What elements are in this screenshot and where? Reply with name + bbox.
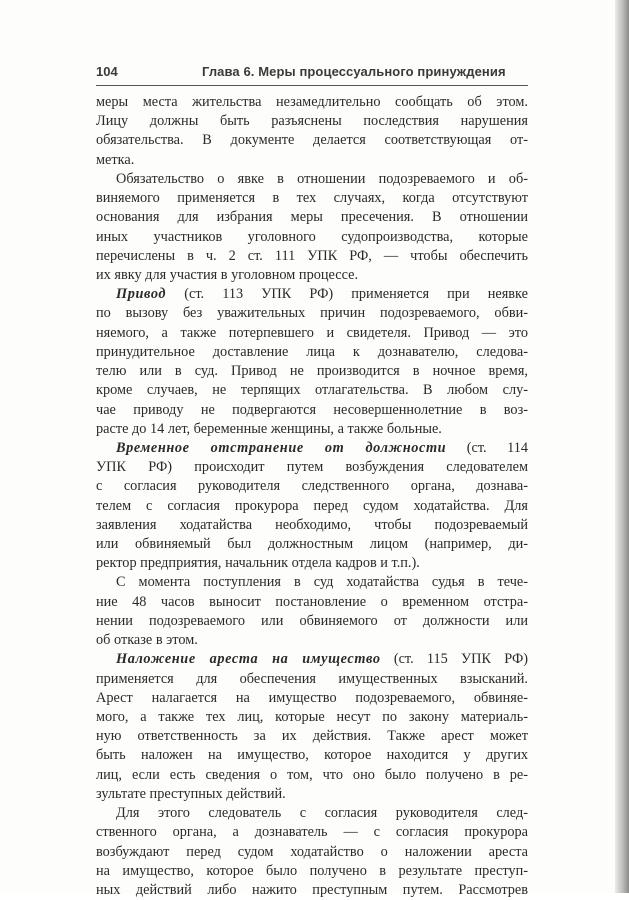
line-text: применяется для обеспечения имущественных взысканий. [96,670,528,687]
text-line [96,881,528,900]
line-text: чае приводу не подвергаются несовершеннолетние в воз- [96,401,528,418]
defined-term: Привод [116,286,167,303]
line-text: об отказе в этом. [96,632,198,649]
page-number: 104 [96,64,118,79]
line-text: ных действий либо нажито преступным путем. Рассмотрев [96,881,528,898]
line-text: или обвиняемый был должностным лицом (например, ди- [96,536,528,553]
header-rule [96,85,528,86]
text-line [96,458,528,477]
text-line [96,535,528,554]
text-line [96,766,528,785]
text-line [96,689,528,708]
text-line [96,285,528,304]
text-line [96,785,528,804]
text-line [96,554,528,573]
line-text: обязательства. В документе делается соответствующая от- [96,132,528,149]
line-text: телем с согласия прокурора перед судом ходатайства. Для [96,497,528,514]
text-line [96,266,528,285]
line-text: меры места жительства незамедлительно сообщать об этом. [96,94,528,110]
defined-term: Временное отстранение от должности [116,439,447,456]
text-line [96,343,528,362]
line-text: УПК РФ) происходит путем возбуждения следователем [96,459,528,476]
line-text: возбуждают перед судом ходатайство о наложении ареста [96,843,528,860]
text-line [96,804,528,823]
line-text: (ст. 114 [446,439,528,456]
line-text: основания для избрания меры пресечения. В отношении [96,209,528,226]
text-line [96,670,528,689]
line-text: Для этого следователь с согласия руководителя след- [116,805,528,822]
text-line [96,823,528,842]
line-text: С момента поступления в суд ходатайства судья в тече- [116,574,528,591]
text-line [96,304,528,323]
text-line [96,477,528,496]
running-head: Глава 6. Меры процессуального принуждения [202,64,506,79]
text-line [96,650,528,669]
line-text: с согласия руководителя следственного органа, дознава- [96,478,528,495]
line-text: ректор предприятия, начальник отдела кадров и т.п.). [96,555,420,572]
text-line [96,381,528,400]
text-line [96,362,528,381]
text-line [96,112,528,131]
text-line [96,746,528,765]
line-text: метка. [96,151,135,168]
line-text: иных участников уголовного судопроизводства, которые [96,228,528,245]
text-line [96,612,528,631]
page-header [96,64,528,82]
line-text: расте до 14 лет, беременные женщины, а также больные. [96,420,442,437]
text-line [96,228,528,247]
text-line [96,401,528,420]
line-text: лиц, если есть сведения о том, что оно было получено в ре- [96,766,528,783]
text-line [96,631,528,650]
line-text: няемого, а также потерпевшего и свидетеля. Привод — это [96,324,528,341]
line-text: (ст. 113 УПК РФ) применяется при неявке [166,286,528,303]
text-line [96,573,528,592]
line-text: на имущество, которое было получено в результате преступ- [96,862,528,879]
text-line [96,247,528,266]
text-line [96,593,528,612]
text-line [96,727,528,746]
text-line [96,131,528,150]
text-line [96,843,528,862]
text-line [96,93,528,112]
text-line [96,862,528,881]
line-text: виняемого применяется в тех случаях, когда отсутствуют [96,190,528,207]
line-text: ние 48 часов выносит постановление о временном отстра- [96,593,528,610]
text-line [96,439,528,458]
text-line [96,516,528,535]
text-line [96,420,528,439]
line-text: зультате преступных действий. [96,785,286,802]
text-line [96,170,528,189]
line-text: ственного органа, а дознаватель — с согласия прокурора [96,824,528,841]
line-text: перечислены в ч. 2 ст. 111 УПК РФ, — чтобы обеспечить [96,247,528,264]
text-line [96,708,528,727]
body-text [96,93,528,900]
text-line [96,324,528,343]
line-text: быть наложен на имущество, которое находится у других [96,747,528,764]
line-text: (ст. 115 УПК РФ) [380,651,528,668]
line-text: их явку для участия в уголовном процессе. [96,266,359,283]
text-line [96,151,528,170]
text-line [96,497,528,516]
line-text: заявления ходатайства необходимо, чтобы подозреваемый [96,516,528,533]
line-text: телю или в суд. Привод не производится в ночное время, [96,363,528,380]
line-text: Арест налагается на имущество подозреваемого, обвиняе- [96,689,528,706]
line-text: ную ответственность за их действия. Также арест может [96,728,528,745]
line-text: по вызову без уважительных причин подозреваемого, обви- [96,305,528,322]
defined-term: Наложение ареста на имущество [116,651,381,668]
text-line [96,208,528,227]
page-binding-shadow [615,0,629,893]
line-text: кроме случаев, не терпящих отлагательства. В любом слу- [96,382,528,399]
line-text: нении подозреваемого или обвиняемого от должности или [96,612,528,629]
line-text: Обязательство о явке в отношении подозреваемого и об- [116,170,528,187]
line-text: принудительное доставление лица к дознавателю, следова- [96,343,528,360]
text-line [96,189,528,208]
line-text: Лицу должны быть разъяснены последствия нарушения [96,113,528,130]
line-text: мого, а также тех лиц, которые несут по закону материаль- [96,709,528,725]
